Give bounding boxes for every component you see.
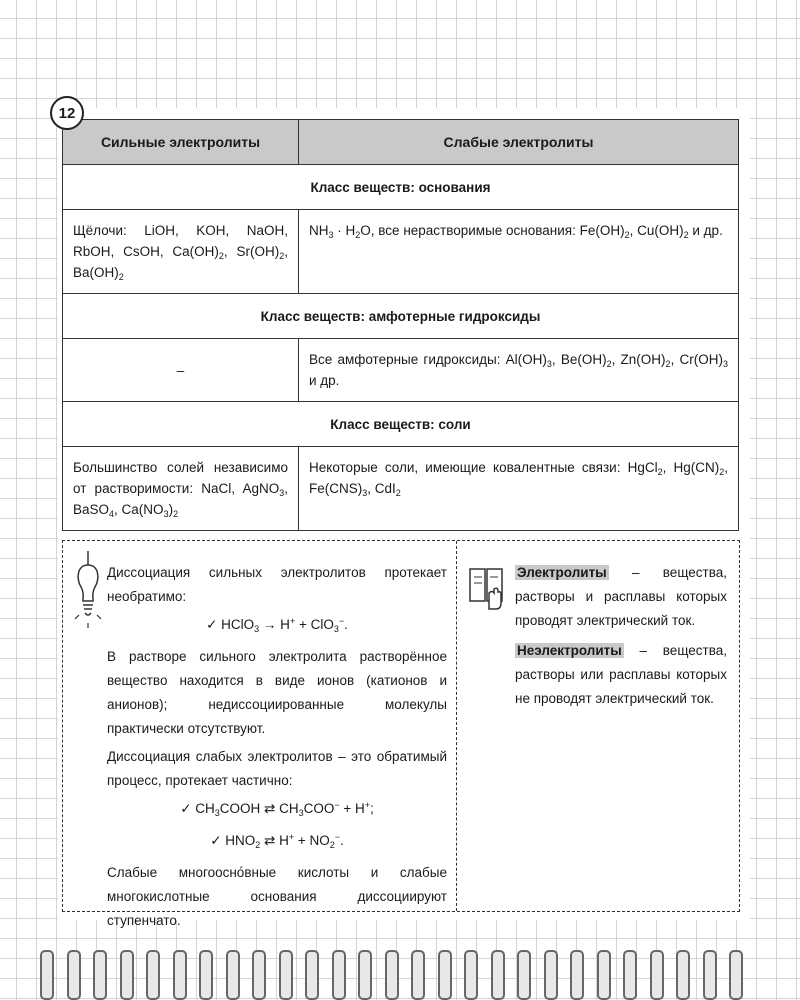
spiral-ring <box>40 950 54 1000</box>
table-row <box>63 210 739 294</box>
electrolytes-table <box>62 119 739 531</box>
equation-hno2: ✓ $HNO_2$ ⇄ $H^+ + NO_2^-$. <box>210 832 344 850</box>
table-header-row <box>63 120 739 165</box>
left-column <box>107 561 447 937</box>
spiral-ring <box>491 950 505 1000</box>
spiral-ring <box>703 950 717 1000</box>
spiral-ring <box>358 950 372 1000</box>
strong-solution-text: В растворе сильного электролита растворённое вещество находится в виде ионов (катионов и анионов); недиссоциированные молекулы практически отсутствуют. <box>107 649 447 736</box>
info-box <box>62 540 740 928</box>
spiral-ring <box>623 950 637 1000</box>
spiral-ring <box>93 950 107 1000</box>
spiral-ring <box>146 950 160 1000</box>
column-divider <box>456 541 457 911</box>
class-bases-row: Класс веществ: основания <box>63 165 739 210</box>
checkmark-icon: ✓ <box>180 801 192 816</box>
term-nonelectrolytes: Неэлектролиты <box>517 643 622 658</box>
light-bulb-icon <box>73 549 103 631</box>
spiral-ring <box>597 950 611 1000</box>
spiral-ring <box>464 950 478 1000</box>
nonelectrolytes-definition: Неэлектролиты – вещества, растворы или расплавы которых не проводят электрический ток. <box>515 643 727 706</box>
spiral-ring <box>676 950 690 1000</box>
header-weak: Слабые электролиты <box>299 120 739 165</box>
spiral-ring <box>570 950 584 1000</box>
spiral-ring <box>67 950 81 1000</box>
table-row <box>63 339 739 402</box>
salts-weak-cell: Некоторые соли, имеющие ковалентные связи: HgCl$_2$, $Hg(CN)_2$, $Fe(CNS)_3$, CdI$_2$ <box>299 447 739 531</box>
spiral-ring <box>385 950 399 1000</box>
page-number: 12 <box>50 96 84 130</box>
stepwise-text: Слабые многоосно́вные кислоты и слабые многокислотные основания диссоциируют ступенчато. <box>107 865 447 928</box>
book-hand-icon <box>467 563 505 611</box>
equation-hclo3: ✓ HClO$_3$ → H+ + ClO$_3$−. <box>206 616 348 634</box>
spiral-ring <box>226 950 240 1000</box>
table-row <box>63 447 739 531</box>
checkmark-icon: ✓ <box>206 617 218 632</box>
salts-strong-cell: Большинство солей независимо от растворимости: NaCl, AgNO$_3$, BaSO$_4$, $Ca(NO_3)_2$ <box>63 447 299 531</box>
spiral-binding <box>40 950 770 1000</box>
term-electrolytes: Электролиты <box>517 565 607 580</box>
spiral-ring <box>279 950 293 1000</box>
weak-dissociation-text: Диссоциация слабых электролитов – это обратимый процесс, протекает частично: <box>107 749 447 788</box>
class-amphoteric-row: Класс веществ: амфотерные гидроксиды <box>63 294 739 339</box>
spiral-ring <box>411 950 425 1000</box>
class-salts-row: Класс веществ: соли <box>63 402 739 447</box>
equation-ch3cooh: ✓ $CH_3COOH$ ⇄ $CH_3COO^- + H^+$; <box>180 800 374 818</box>
header-strong: Сильные электролиты <box>63 120 299 165</box>
spiral-ring <box>544 950 558 1000</box>
spiral-ring <box>650 950 664 1000</box>
amphoteric-strong-cell: – <box>63 339 299 402</box>
electrolytes-definition: Электролиты – вещества, растворы и расплавы которых проводят электрический ток. <box>515 565 727 628</box>
spiral-ring <box>729 950 743 1000</box>
checkmark-icon: ✓ <box>210 833 222 848</box>
spiral-ring <box>517 950 531 1000</box>
spiral-ring <box>438 950 452 1000</box>
spiral-ring <box>332 950 346 1000</box>
bases-strong-cell: Щёлочи: LiOH, KOH, NaOH, RbOH, CsOH, $Ca(OH)_2$, $Sr(OH)_2$, $Ba(OH)_2$ <box>63 210 299 294</box>
spiral-ring <box>305 950 319 1000</box>
bases-weak-cell: $NH_3 \cdot H_2O$, все нерастворимые основания: $Fe(OH)_2$, $Cu(OH)_2$ и др. <box>299 210 739 294</box>
spiral-ring <box>120 950 134 1000</box>
spiral-ring <box>252 950 266 1000</box>
spiral-ring <box>199 950 213 1000</box>
right-column <box>515 561 727 717</box>
amphoteric-weak-cell: Все амфотерные гидроксиды: $Al(OH)_3$, $Be(OH)_2$, $Zn(OH)_2$, $Cr(OH)_3$ и др. <box>299 339 739 402</box>
strong-dissociation-text: Диссоциация сильных электролитов протекает необратимо: <box>107 565 447 604</box>
spiral-ring <box>173 950 187 1000</box>
